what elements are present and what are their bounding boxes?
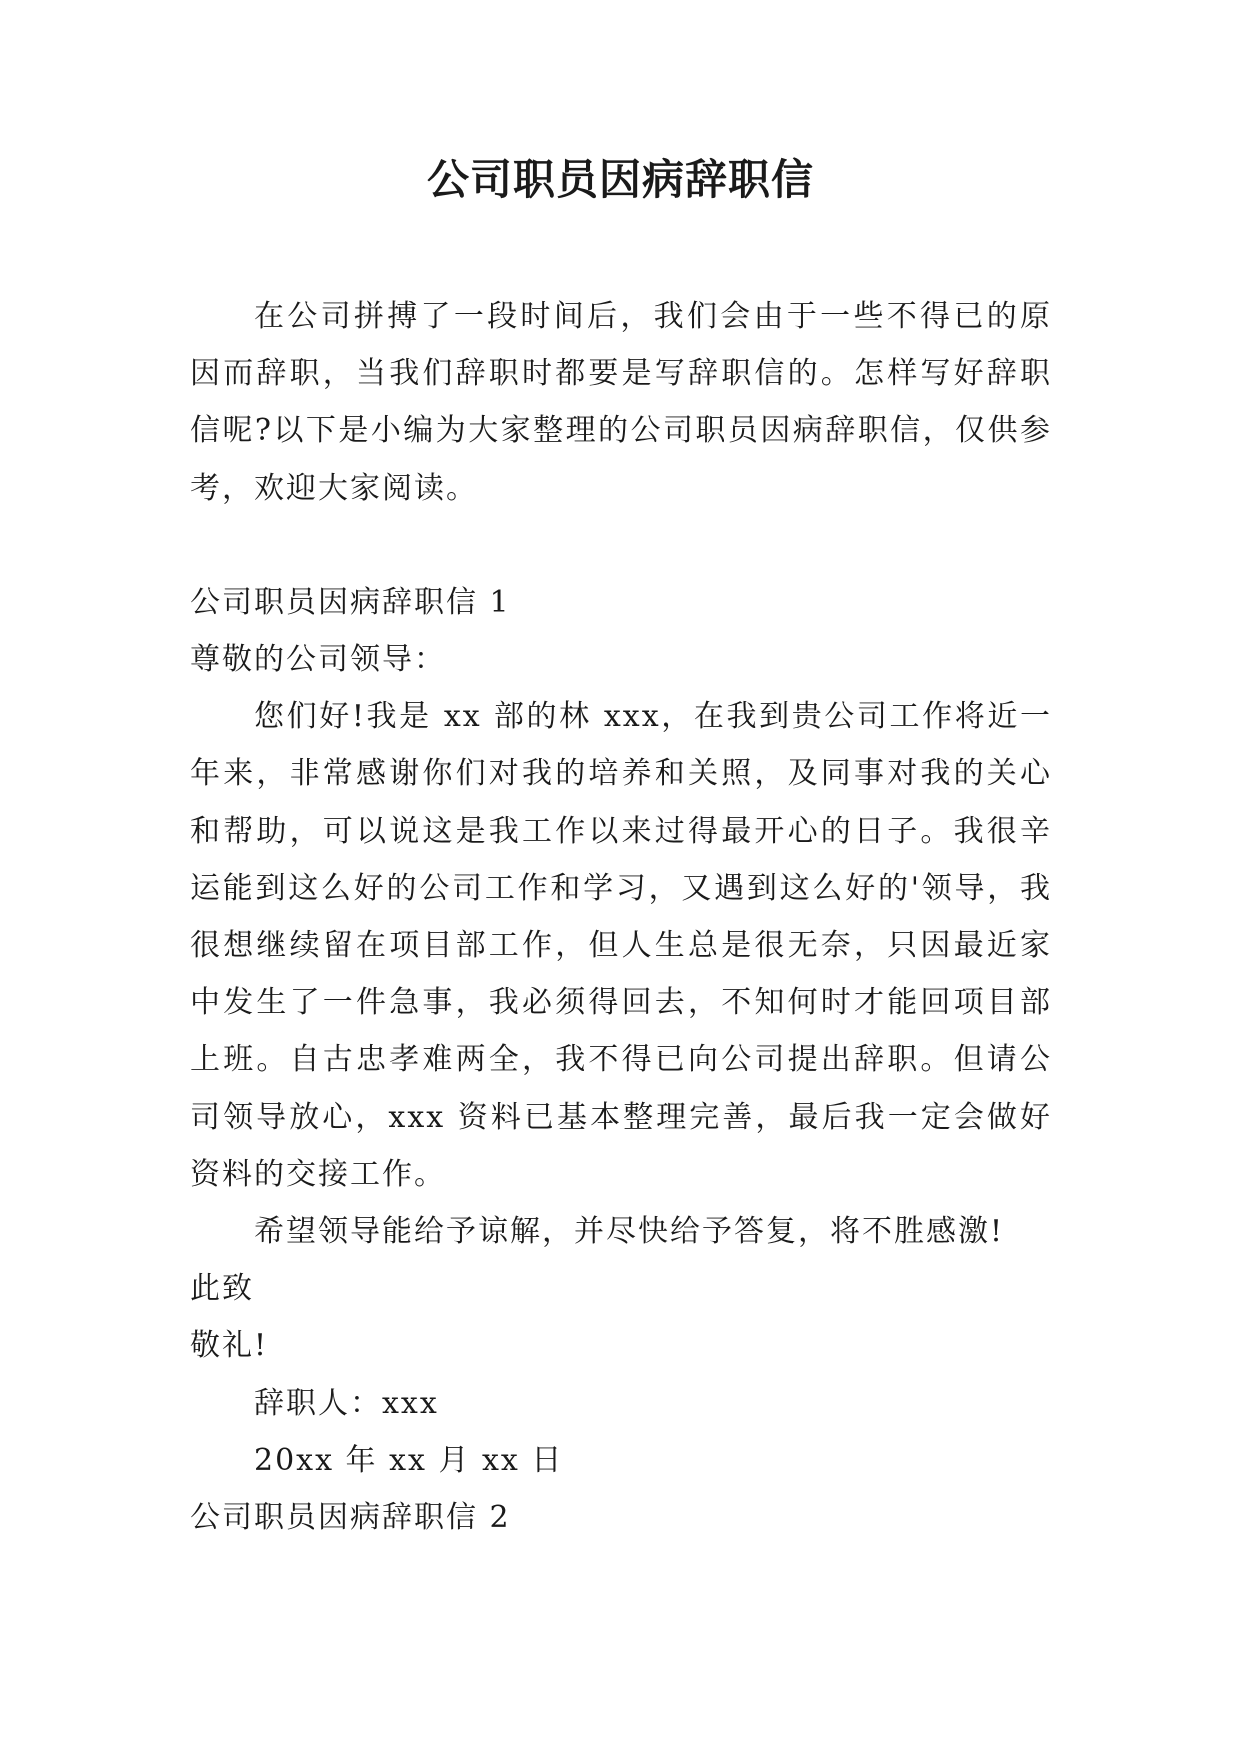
letter-1-closing-1: 此致 — [190, 1271, 254, 1307]
intro-paragraph: 在公司拼搏了一段时间后，我们会由于一些不得已的原因而辞职，当我们辞职时都要是写辞职信的。怎样写好辞职信呢?以下是小编为大家整理的公司职员因病辞职信，仅供参考，欢迎大家阅读。 — [190, 299, 1052, 506]
letter-1-paragraph-1: 您们好!我是 xx 部的林 xxx，在我到贵公司工作将近一年来，非常感谢你们对我的培养和关照，及同事对我的关心和帮助，可以说这是我工作以来过得最开心的日子。我很辛运能到这么好的公司工作和学习，又遇到这么好的'领导，我很想继续留在项目部工作，但人生总是很无奈，只因最近家中发生了一件急事，我必须得回去，不知何时才能回项目部上班。自古忠孝难两全，我不得已向公司提出辞职。但请公司领导放心，xxx 资料已基本整理完善，最后我一定会做好资料的交接工作。 — [190, 699, 1052, 1192]
letter-1-heading: 公司职员因病辞职信 1 — [190, 584, 511, 620]
letter-1-date: 20xx 年 xx 月 xx 日 — [254, 1442, 564, 1478]
document-title: 公司职员因病辞职信 — [426, 155, 814, 204]
letter-2-heading: 公司职员因病辞职信 2 — [190, 1500, 511, 1536]
document-body — [190, 288, 1052, 1546]
letter-1-closing-2: 敬礼! — [190, 1328, 269, 1364]
letter-1-paragraph-2: 希望领导能给予谅解，并尽快给予答复，将不胜感激! — [254, 1214, 1005, 1250]
section-spacer — [190, 517, 1052, 574]
letter-1-signer: 辞职人：xxx — [254, 1385, 439, 1421]
letter-1-salutation: 尊敬的公司领导： — [190, 642, 446, 678]
